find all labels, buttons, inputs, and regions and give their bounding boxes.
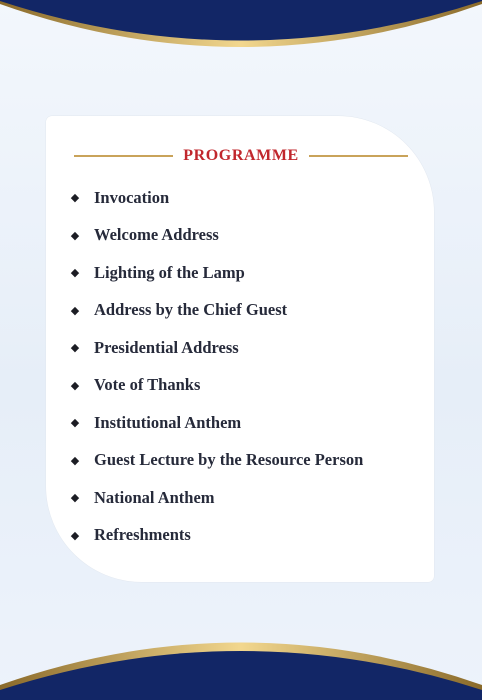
programme-item [70,329,363,367]
programme-item [70,292,363,330]
programme-item [70,217,363,255]
programme-item-label: Institutional Anthem [94,412,242,432]
diamond-bullet-icon: ◆ [70,342,80,355]
programme-item [70,404,363,442]
programme-list [70,179,363,554]
bottom-swoosh [0,643,482,700]
diamond-bullet-icon: ◆ [70,454,80,467]
programme-item-label: Presidential Address [94,337,239,357]
programme-card [46,116,434,582]
top-swoosh [0,0,482,47]
diamond-bullet-icon: ◆ [70,267,80,280]
programme-item [70,254,363,292]
programme-item-label: Guest Lecture by the Resource Person [94,450,364,470]
diamond-bullet-icon: ◆ [70,192,80,205]
programme-item [70,442,363,480]
heading-row [74,146,408,166]
programme-item [70,179,363,217]
diamond-bullet-icon: ◆ [70,529,80,542]
programme-item [70,517,363,555]
heading-rule-left [74,155,173,156]
programme-item-label: Invocation [94,187,170,207]
programme-item-label: Lighting of the Lamp [94,262,245,282]
programme-item-label: Refreshments [94,525,191,545]
programme-item-label: National Anthem [94,487,215,507]
heading-rule-right [309,155,408,156]
diamond-bullet-icon: ◆ [70,417,80,430]
diamond-bullet-icon: ◆ [70,492,80,505]
diamond-bullet-icon: ◆ [70,304,80,317]
programme-item-label: Vote of Thanks [94,375,201,395]
programme-heading: PROGRAMME [183,147,299,164]
programme-item-label: Address by the Chief Guest [94,300,288,320]
programme-item [70,479,363,517]
programme-item [70,367,363,405]
diamond-bullet-icon: ◆ [70,229,80,242]
programme-item-label: Welcome Address [94,225,219,245]
diamond-bullet-icon: ◆ [70,379,80,392]
